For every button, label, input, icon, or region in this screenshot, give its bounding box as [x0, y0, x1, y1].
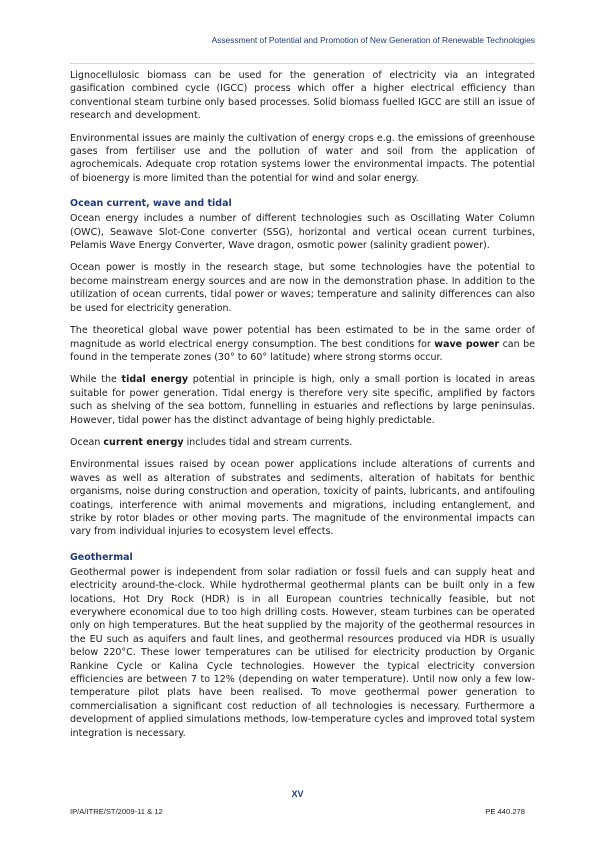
paragraph-ocean-research: Ocean power is mostly in the research stage, but some technologies have the potential to become mainstream energy sources and are now in the demonstration phase. In addition to the utilization of ocean currents, tidal power or waves; temperature and salinity differences can also be used for electricity generation.	[70, 262, 535, 314]
page-number: XV	[291, 789, 304, 799]
header-divider	[70, 63, 535, 64]
footer-pe-reference: PE 440.278	[485, 807, 525, 816]
paragraph-ocean-technologies: Ocean energy includes a number of different technologies such as Oscillating Water Column (OWC), Seawave Slot-Cone converter (SSG), horizontal and vertical ocean current turbines, Pelamis Wave Energy Converter, Wave dragon, osmotic power (salinity gradient power).	[70, 213, 535, 252]
text-run: can be found in the temperate zones (30° to 60° latitude) where strong storms occur.	[70, 338, 535, 363]
page-content	[70, 69, 535, 749]
bold-term-wave-power: wave power	[434, 338, 500, 350]
text-run: Ocean	[70, 436, 104, 448]
bold-term-current-energy: current energy	[103, 436, 184, 448]
running-header: Assessment of Potential and Promotion of New Generation of Renewable Technologies	[211, 35, 535, 45]
heading-geothermal: Geothermal	[70, 551, 133, 563]
paragraph-ocean-environment: Environmental issues raised by ocean power applications include alterations of currents and waves as well as alteration of substrates and sediments, alteration of habitats for benthic organisms, noise during construction and operation, toxicity of paints, lubricants, and antifouling coatings, interference with animal movements and migrations, including entanglement, and strike by rotor blades or other moving parts. The magnitude of the environmental impacts can vary from individual injuries to ecosystem level effects.	[70, 459, 535, 538]
heading-ocean: Ocean current, wave and tidal	[70, 198, 232, 210]
paragraph-igcc: Lignocellulosic biomass can be used for the generation of electricity via an integrated gasification combined cycle (IGCC) process which offer a higher electrical efficiency than conventional steam turbine only based processes. Solid biomass fuelled IGCC are still an issue of research and development.	[70, 70, 535, 122]
text-run: The theoretical global wave power potential has been estimated to be in the same order of magnitude as world electrical energy consumption. The best conditions for	[70, 325, 535, 350]
paragraph-tidal-energy	[70, 373, 535, 427]
text-run: While the	[70, 374, 122, 386]
footer-doc-reference: IP/A/ITRE/ST/2009-11 & 12	[70, 807, 163, 816]
text-run: includes tidal and stream currents.	[183, 436, 353, 448]
paragraph-current-energy	[70, 436, 535, 449]
text-run: potential in principle is high, only a small portion is located in areas suitable for power generation. Tidal energy is therefore very site specific, amplified by factors such as shelving of the sea bottom, funnelling in estuaries and reflections by large peninsulas. However, tidal power has the distinct advantage of being highly predictable.	[70, 374, 535, 426]
paragraph-wave-power	[70, 324, 535, 364]
bold-term-tidal-energy: tidal energy	[121, 374, 189, 386]
paragraph-bioenergy-environment: Environmental issues are mainly the cultivation of energy crops e.g. the emissions of greenhouse gases from fertiliser use and the pollution of water and soil from the application of agrochemicals. Adequate crop rotation systems lower the environmental impacts. The potential of bioenergy is more limited than the potential for wind and solar energy.	[70, 132, 535, 184]
paragraph-geothermal: Geothermal power is independent from solar radiation or fossil fuels and can supply heat and electricity around-the-clock. While hydrothermal geothermal plants can be built only in a few locations, Hot Dry Rock (HDR) is in all European countries technically feasible, but not everywhere economical due to too high drilling costs. However, steam turbines can be operated only on high temperatures. But the heat supplied by the majority of the geothermal resources in the EU such as aquifers and fault lines, and geothermal resources produced via HDR is usually below 220°C. These lower temperatures can be utilised for electricity production by Organic Rankine Cycle or Kalina Cycle technologies. However the typical electricity conversion efficiencies are between 7 to 12% (depending on water temperature). Until now only a few low-temperature pilot plats have been realised. To move geothermal power generation to commercialisation a significant cost reduction of all technologies is necessary. Furthermore a development of applied simulations methods, low-temperature cycles and improved total system integration is necessary.	[70, 566, 535, 739]
